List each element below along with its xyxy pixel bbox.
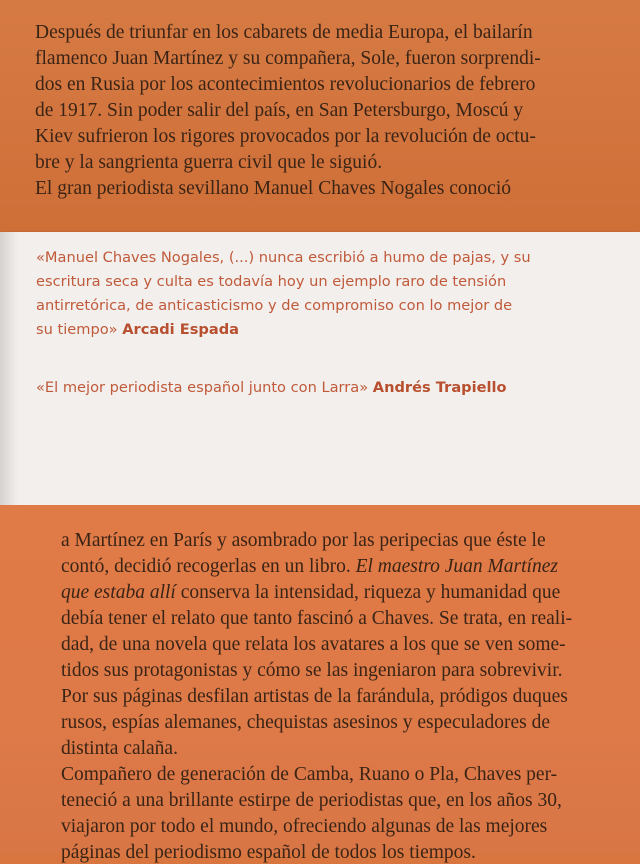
bottom-text-line: tidos sus protagonistas y cómo se las ingeniaron para sobrevivir. — [61, 660, 563, 681]
band-shadow — [0, 232, 18, 505]
bottom-text-line: rusos, espías alemanes, chequistas asesinos y especuladores de — [61, 712, 550, 733]
quote-line: «El mejor periodista español junto con Larra» — [36, 379, 369, 396]
top-text-line: Después de triunfar en los cabarets de media Europa, el bailarín — [35, 22, 533, 43]
top-text-line: flamenco Juan Martínez y su compañera, Sole, fueron sorprendi- — [35, 48, 541, 69]
top-orange-panel — [0, 0, 640, 232]
top-text-line: de 1917. Sin poder salir del país, en San Petersburgo, Moscú y — [35, 100, 524, 121]
top-text-line: Kiev sufrieron los rigores provocados por la revolución de octu- — [35, 126, 536, 147]
quote-line: «Manuel Chaves Nogales, (...) nunca escribió a humo de pajas, y su — [36, 249, 531, 266]
bottom-text-line: viajaron por todo el mundo, ofreciendo algunas de las mejores — [61, 816, 548, 837]
quote-andres-trapiello — [36, 376, 616, 400]
quote-band — [0, 232, 640, 505]
bottom-text-line: Compañero de generación de Camba, Ruano o Pla, Chaves per- — [61, 764, 558, 785]
top-text-line: dos en Rusia por los acontecimientos revolucionarios de febrero — [35, 74, 536, 95]
quote-line: antirretórica, de anticasticismo y de compromiso con lo mejor de — [36, 297, 513, 314]
quote-author: Andrés Trapiello — [372, 379, 507, 396]
quote-author: Arcadi Espada — [122, 321, 239, 338]
bottom-text-line: contó, decidió recogerlas en un libro. El maestro Juan Martínez — [61, 556, 558, 577]
quote-line: su tiempo» — [36, 321, 118, 338]
bottom-text-line: páginas del periodismo español de todos los tiempos. — [61, 842, 476, 863]
bottom-text-line: a Martínez en París y asombrado por las peripecias que éste le — [61, 530, 546, 551]
quote-arcadi-espada — [36, 246, 616, 342]
quote-line: escritura seca y culta es todavía hoy un ejemplo raro de tensión — [36, 273, 507, 290]
bottom-text-line: teneció a una brillante estirpe de periodistas que, en los años 30, — [61, 790, 562, 811]
bottom-text-line: que estaba allí conserva la intensidad, riqueza y humanidad que — [61, 582, 561, 603]
top-text-line: bre y la sangrienta guerra civil que le siguió. — [35, 152, 383, 173]
bottom-text-line: debía tener el relato que tanto fascinó a Chaves. Se trata, en reali- — [61, 608, 573, 629]
bottom-text-line: dad, de una novela que relata los avatares a los que se ven some- — [61, 634, 566, 655]
bottom-text-line: distinta calaña. — [61, 738, 178, 759]
bottom-text-line: Por sus páginas desfilan artistas de la farándula, pródigos duques — [61, 686, 568, 707]
bottom-orange-panel — [0, 505, 640, 863]
top-text-line: El gran periodista sevillano Manuel Chaves Nogales conoció — [35, 178, 511, 199]
